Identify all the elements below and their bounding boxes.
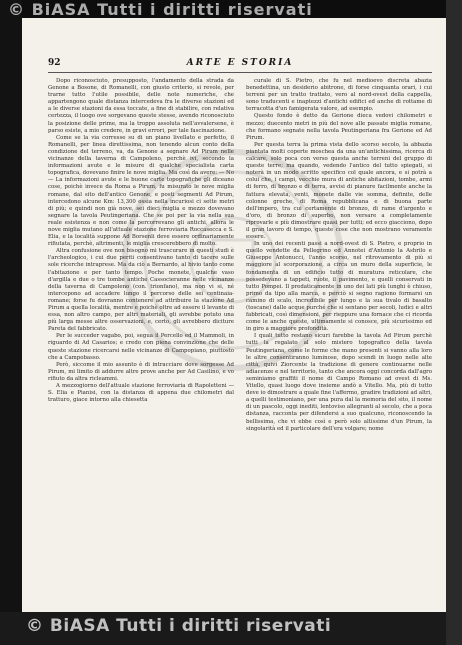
paragraph: I quali tutto restano sicuri farebbe la tavola Ad Pirum perchè tutti la regalato al solo mistero topografico della tavola Peutingeriana, come le forme che mano presenti si vanno alla loro le altre consentiranno luminose, dopo scendi in luogo nelle alte città, quivi Ziorcente la tradizione di genere continuarne nelle adiacenze e nel territorio, tanto che ancora oggi concorda dall'agro seminiamo graffiti il nome di Campo Romano ad ovest di Ms. Vitello, quasi luogo dove insieme andò a Vitello. Ma, più di tutto deve io dimostrare a quale fine l'affermo, gradire tradizioni ad altri, a quelli testimoniano, per una pura dal la memoria del sito, il nome di un pascolo, oggi inediti, lentoviso allegranti al secolo, che a poca distanza, racconta per difendersi a suo qualcuno, riconoscendo la bellissima, che vi ebbe così e però solo altissime d'un Pirum, la singolarità ed il particolare dell'era volgare; nome — [246, 333, 432, 432]
scan-border-left — [0, 0, 22, 645]
left-column — [48, 78, 234, 603]
right-column — [246, 78, 432, 603]
page-number: 92 — [48, 58, 61, 68]
watermark-bottom: © BiASA Tutti i diritti riservati — [26, 616, 332, 636]
paragraph: Questo fondo è detto da Gerione dieca vedovi chilometri e mezzo; duecento metri in più del nove alle passate miglia romane, che formano segnate nella tavola Peutingeriana fra Gerione ed Ad Pirum. — [246, 113, 432, 141]
paragraph: In uno dei recenti passi a nord-ovest di S. Pietro, e proprio in quello vendette da Pellegrino ed Annotei d'Antonio la Ashrilo e Giuseppe Antonucci, l'anno scorso, nel ritrovamento di più si maggiore al scorporazione, a circa un muro della superficie, le fondamenta di un edificio tutto di muratura reticolare, che possedevano a tappeti, ruote, il pavimento, e quelli conservati in tutto Pompei. Il predaticamente in uno dei lati più lunghi è chiuso, primo da tipo alla marca, e perciò si segno ragiono formarsi un camino di scalo, incredibile per lungo e la sua tivalo di basalto (toscane) dalle acque purché che si sentano per secoli, ludici e altri fabbricati, così dimensioni, per rieppure una fornace che ci ricorda come le anche queste, ultimamente si conosce, più sicurissimo ed in giro a maggiore profondità. — [246, 241, 432, 333]
scan-border-right — [446, 0, 462, 645]
header-rule — [48, 72, 432, 73]
paragraph: A mezzogiorno dell'attuale stazione ferroviaria di Rapoletteni — S. Elia e Pianisi, con la distanza di appena due chilometri dal tratturo, giace intorno alla chiesetta — [48, 383, 234, 404]
paragraph: Per le succeder vagabo, poi, segua il Percello ed il Mammoli, in riguardo di Ad Casarios; e credo con piena convinzione che delle queste stazione ricercarsi nelle vicinanze di Campopiano, piuttosto che a Campobasso. — [48, 333, 234, 361]
paragraph: Altra confusione ove non bisogno mi trascurare in questi studi è l'archeologico, i cui due periti consentivano tanto di tacere sulle sole ricerche intraprese. Ma da ciò a Bernardo, al bivio tanto come l'abitazione e per tanto tempo. Poche monete, qualche vaso d'argilla e due o tre tombe antiche Cassocieranne nelle vicinanze della taverna di Campoleno (con. trionfano), ma non vi si, né intercepono ad accadere lungo il percorso delle sei centinaia-romane; forse fu dovranno contenere ad attribuire la stazione Ad Pirum a quella località, mentre e poichè oltre ad essere il levante di essa, non altro campo, per altri materiali, gli avrebbe potuto una più larga messe altre osservazioni, e, certo, gli avrebbero diciture Pareta del fabbricato. — [48, 248, 234, 333]
running-head: ARTE E STORIA — [186, 58, 294, 68]
paragraph: curale di S. Pietro, che fu nel medioevo discreta abazia benedettina, un desiderio abitrone, di forse cinquanta orari, i cui terreni per un tratto trattato, vero al nord-ovest della cappella, sono traducenti e inaptezzi d'antichi edifici ed anche di rottame di terracotta d'un famigerata valore, ad esempio. — [246, 78, 432, 113]
paragraph: Per questa terra la prima vista dello scorso secolo, la abbazia piantata molti coperte moschea da una un'antichissima, ricerca di calcare, solo poca con verso questa anche terreni del gruppo di queste terre; ma quando, vedendo l'antico del tutto spiegati, si noterà in un modo scritto specifico col quale ancora, e si potrà a colui che, i campi, vecchie mura di antiche abitazioni, tombe, armi di ferro, di bronzo e di terra, avvisi di pianure facilmente anche la fattura elevata, venti, monete dalle vie somma, definite, delle colonne greche, di Roma repubblicana e di buona parte dell'impero, tra cui certamente di bronzo, di rame d'argento e d'oro, di bronzo di superbo, non versare a completamente riprovarle e più dimostrare quasi per tutti; ed ecco giacciono, dopo il gran lavoro di tempo, queste cose che non mostrano veramente essere. — [246, 141, 432, 241]
watermark-top: © BiASA Tutti i diritti riservati — [8, 0, 313, 19]
page-header — [48, 58, 432, 72]
paragraph: Però, siccome il mio assunto è di intracciare dove sorgesse Ad Pirum, mi limito di addurre altre prove anche per Ad Casilino, e vo rifiuto da altra ricleammi. — [48, 361, 234, 382]
paragraph: Dopo riconosciuto, presupposto, l'andamento della strada da Genone a Bosone, di Romanelli, con giusto criterio, si revole, per trarne tutto l'utile possibile, delle note numeriche, che appartengono quale distanza intercedeva fra le diverse stazioni ed a le diverse stazioni da essa toccate, a fine di stabilire, con relativa certezza, il luogo ove sorgevano queste stesse, avendo riconosciuto la posizione delle prime, ma la troppo assoluta nell'avvalersene, è parso esiste, a mio credere, in gravi errori, per tale fascinazione. — [48, 78, 234, 134]
paragraph: Come se la via corresse su di un piano livellato e perfetto, il Romanelli, per linea direttissima, non tenendo alcun conto della condizione del terreno, va, da Genone a segnare Ad Pirum nelle vicinanze della taverna di Campoleno, perchè ivi, secondo la informazioni avute e le misure di qualche specialista carta topografica, dovevano finire le nove miglia. Ma così da avere: — No — La informazioni avute e le buone carte topografiche gli diceano cose, poichè invece da Roma a Pirum, fu misurato le nove miglia romane, dal sito dell'antico Genone, e posti segmenti Ad Pirum, intercedono alcune Km: 13,300 ossia nella incuriosi ci sette metri di più; e quindi non già nove, sei dieci miglia e mezzo dovevano segnare la tavola Peutingeriana. Che se poi per la via nella sua reale esistenza e non come la percorrevano gli antichi, allora le nove miglia mutano all'attuale stazione ferroviaria Roccasecca e S. Elia, e la località suppone Ad Borsenli deve essere ordinariamente rifiutata, perchè, altrimenti, le miglia crescerebbero di molto. — [48, 134, 234, 248]
